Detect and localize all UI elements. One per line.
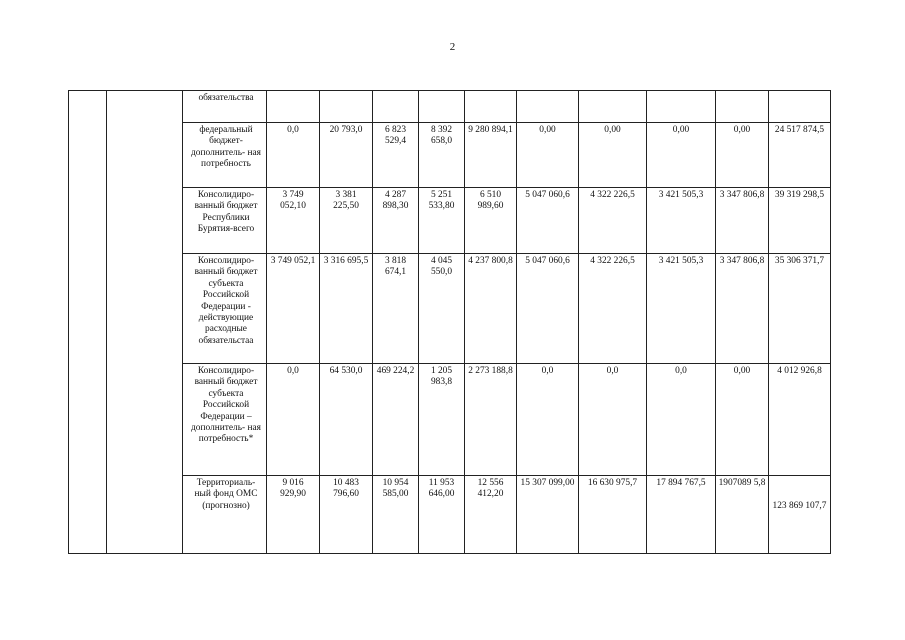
value-cell: 17 894 767,5 xyxy=(647,476,716,554)
blank-cell-b xyxy=(107,91,183,123)
value-cell: 3 818 674,1 xyxy=(373,254,419,364)
budget-table xyxy=(68,90,831,554)
value-cell xyxy=(769,476,831,554)
value-cell xyxy=(647,91,716,123)
table-row xyxy=(69,254,831,364)
blank-cell-a xyxy=(69,123,107,188)
value-cell xyxy=(579,91,647,123)
value-cell: 3 421 505,3 xyxy=(647,254,716,364)
row-label: Консолидиро- ванный бюджет Республики Бурятия-всего xyxy=(183,188,267,254)
value-cell: 6 823 529,4 xyxy=(373,123,419,188)
value-cell: 64 530,0 xyxy=(320,364,373,476)
value-cell: 0,00 xyxy=(579,123,647,188)
value-cell: 20 793,0 xyxy=(320,123,373,188)
value-cell: 0,0 xyxy=(267,123,320,188)
blank-cell-a xyxy=(69,476,107,554)
blank-cell-a xyxy=(69,188,107,254)
value-cell: 3 749 052,1 xyxy=(267,254,320,364)
value-cell: 4 012 926,8 xyxy=(769,364,831,476)
value-cell xyxy=(465,91,517,123)
value-cell xyxy=(716,91,769,123)
blank-cell-a xyxy=(69,91,107,123)
value-cell: 0,0 xyxy=(517,364,579,476)
value-cell: 3 421 505,3 xyxy=(647,188,716,254)
row-label: федеральный бюджет- дополнитель- ная потребность xyxy=(183,123,267,188)
value-cell: 4 287 898,30 xyxy=(373,188,419,254)
value-cell: 3 347 806,8 xyxy=(716,188,769,254)
value-cell: 0,00 xyxy=(647,123,716,188)
value-cell: 5 047 060,6 xyxy=(517,254,579,364)
value-cell: 0,00 xyxy=(517,123,579,188)
value-cell: 10 954 585,00 xyxy=(373,476,419,554)
table-row xyxy=(69,364,831,476)
blank-cell-b xyxy=(107,364,183,476)
value-cell: 4 322 226,5 xyxy=(579,254,647,364)
table-row xyxy=(69,188,831,254)
value-cell: 39 319 298,5 xyxy=(769,188,831,254)
value-cell: 4 045 550,0 xyxy=(419,254,465,364)
value-cell: 5 047 060,6 xyxy=(517,188,579,254)
value-cell: 4 322 226,5 xyxy=(579,188,647,254)
blank-cell-b xyxy=(107,476,183,554)
row-label: Консолидиро- ванный бюджет субъекта Российской Федерации - действующие расходные обязательстaa xyxy=(183,254,267,364)
value-cell: 469 224,2 xyxy=(373,364,419,476)
row-label: обязательства xyxy=(183,91,267,123)
value-cell: 0,0 xyxy=(647,364,716,476)
table-row xyxy=(69,91,831,123)
blank-cell-a xyxy=(69,364,107,476)
total-value: 123 869 107,7 xyxy=(772,501,827,511)
value-cell: 2 273 188,8 xyxy=(465,364,517,476)
page-number: 2 xyxy=(449,41,456,53)
row-label: Территориаль- ный фонд ОМС (прогнозно) xyxy=(183,476,267,554)
row-label: Консолидиро- ванный бюджет субъекта Российской Федерации – дополнитель- ная потребность* xyxy=(183,364,267,476)
blank-cell-a xyxy=(69,254,107,364)
value-cell: 24 517 874,5 xyxy=(769,123,831,188)
value-cell: 16 630 975,7 xyxy=(579,476,647,554)
blank-cell-b xyxy=(107,254,183,364)
table-row xyxy=(69,123,831,188)
value-cell: 0,00 xyxy=(716,364,769,476)
blank-cell-b xyxy=(107,123,183,188)
value-cell: 1907089 5,8 xyxy=(716,476,769,554)
table-row xyxy=(69,476,831,554)
value-cell: 15 307 099,00 xyxy=(517,476,579,554)
value-cell xyxy=(769,91,831,123)
value-cell: 1 205 983,8 xyxy=(419,364,465,476)
value-cell xyxy=(373,91,419,123)
value-cell: 9 016 929,90 xyxy=(267,476,320,554)
value-cell xyxy=(267,91,320,123)
value-cell: 0,00 xyxy=(716,123,769,188)
value-cell: 35 306 371,7 xyxy=(769,254,831,364)
value-cell: 12 556 412,20 xyxy=(465,476,517,554)
value-cell xyxy=(320,91,373,123)
value-cell: 3 381 225,50 xyxy=(320,188,373,254)
value-cell: 10 483 796,60 xyxy=(320,476,373,554)
value-cell: 3 316 695,5 xyxy=(320,254,373,364)
value-cell: 8 392 658,0 xyxy=(419,123,465,188)
value-cell: 5 251 533,80 xyxy=(419,188,465,254)
value-cell: 4 237 800,8 xyxy=(465,254,517,364)
value-cell: 0,0 xyxy=(267,364,320,476)
value-cell: 9 280 894,1 xyxy=(465,123,517,188)
value-cell: 6 510 989,60 xyxy=(465,188,517,254)
value-cell: 0,0 xyxy=(579,364,647,476)
value-cell: 3 347 806,8 xyxy=(716,254,769,364)
value-cell xyxy=(419,91,465,123)
value-cell xyxy=(517,91,579,123)
value-cell: 3 749 052,10 xyxy=(267,188,320,254)
blank-cell-b xyxy=(107,188,183,254)
value-cell: 11 953 646,00 xyxy=(419,476,465,554)
